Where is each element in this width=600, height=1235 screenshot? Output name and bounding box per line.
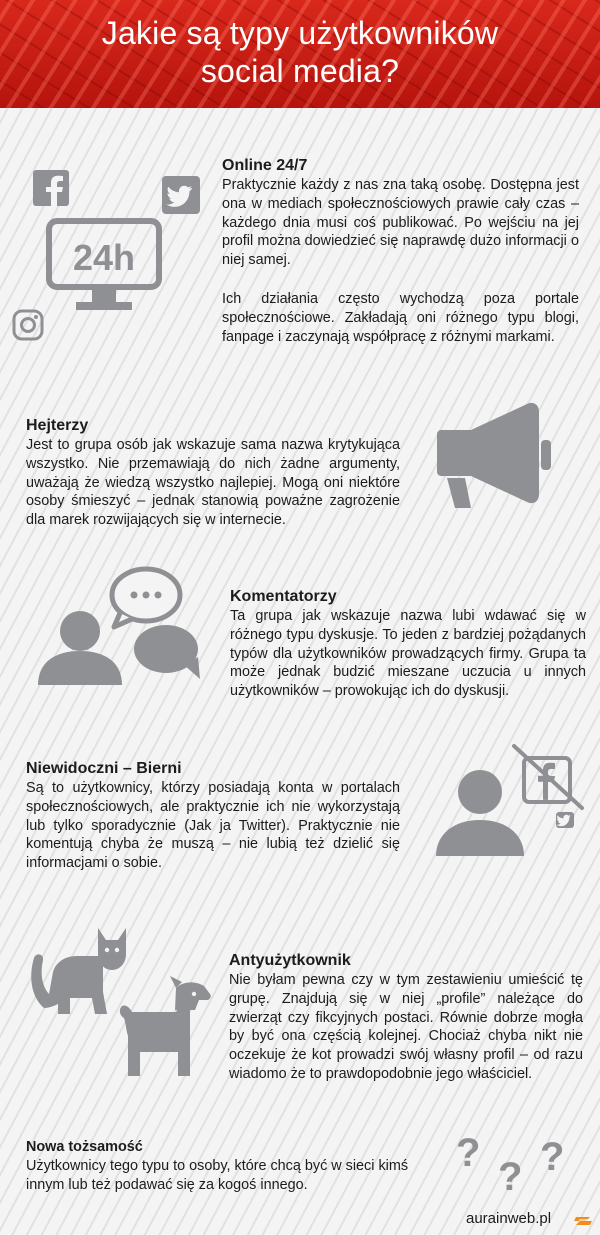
question-marks-icon — [448, 1122, 566, 1194]
instagram-icon — [12, 309, 44, 341]
section-paragraph: Jest to grupa osób jak wskazuje sama nazwa krytykująca wszystko. Nie przemawiają do nich żadne argumenty, uważają że wiedzą wszystko najlepiej. Mogą oni niektóre osoby śmieszyć – jednak stanowią poważne zagrożenie dla marek rozwijających się w internecie. — [26, 437, 400, 529]
section-paragraph: Użytkownicy tego typu to osoby, które chcą być w sieci kimś innym lub też podawać się za kogoś innego. — [26, 1158, 409, 1193]
passive-user-icon — [436, 742, 588, 858]
section-title: Antyużytkownik — [229, 952, 351, 969]
header-banner — [0, 0, 600, 108]
twitter-icon — [162, 176, 200, 214]
section-title: Online 24/7 — [222, 157, 308, 174]
svg-text:?: ? — [456, 1131, 481, 1175]
section-paragraph: Ich działania często wychodzą poza portale społecznościowe. Zakładają oni różnego typu blogi, fanpage i zaczynają współpracę z różnymi markami. — [222, 290, 579, 345]
section-title: Nowa tożsamość — [26, 1139, 143, 1155]
svg-text:?: ? — [498, 1155, 523, 1194]
section-paragraph: Są to użytkownicy, którzy posiadają konta w portalach społecznościowych, ale praktycznie ich nie wykorzystają lub tylko sporadycznie (Jak ja Twitter). Praktycznie nie komentują chyba że muszą – nie lubią też dzielić się informacjami o sobie. — [26, 780, 400, 872]
section-title: Niewidoczni – Bierni — [26, 760, 182, 777]
svg-text:?: ? — [540, 1135, 565, 1179]
section-hejterzy — [26, 416, 400, 530]
brand-name: aurainweb.pl — [466, 1210, 552, 1227]
section-niewidoczni-bierni — [26, 759, 400, 873]
monitor-screen-label: 24h — [72, 237, 136, 278]
section-title: Komentatorzy — [230, 588, 337, 605]
section-antyuzytkownik — [229, 951, 583, 1084]
section-komentatorzy — [230, 587, 586, 701]
section-title: Hejterzy — [26, 417, 89, 434]
section-nowa-tozsamosc — [26, 1137, 416, 1195]
page-title: Jakie są typy użytkowników social media? — [101, 15, 499, 89]
section-paragraph: Ta grupa jak wskazuje nazwa lubi wdawać się w różnego typu dyskusje. To jeden z bardziej pożądanych typów dla użytkowników prowadzących firmy. Grupa ta może jednak budzić mieszane uczucia u innych użytkowników – prowokując ich do dyskusji. — [230, 608, 586, 700]
facebook-icon — [33, 170, 69, 206]
monitor-24h-icon — [46, 218, 162, 312]
section-online-24-7 — [222, 156, 579, 346]
brand-logo-icon — [574, 1213, 594, 1227]
section-paragraph: Praktycznie każdy z nas zna taką osobę. Dostępna jest ona w mediach społecznościowych prawie cały czas – każdego dnia musi coś publikować. Po wejściu na jej profil można dowiedzieć się naprawdę dużo informacji o niej samej. — [222, 177, 579, 269]
cat-dog-icon — [28, 922, 214, 1078]
megaphone-icon — [437, 400, 555, 512]
section-paragraph: Nie byłam pewna czy w tym zestawieniu umieścić tę grupę. Znajdują się w niej „profile” należące do zwierząt czy fikcyjnych postaci. Równie dobrze mogła by być ona częścią kolejnej. Chociaż chyba nikt nie oczekuje że kot prowadzi swój własny profil – od razu wiadomo że to prawdopodobnie jego właściciel. — [229, 972, 583, 1082]
commenting-user-icon — [36, 565, 212, 687]
